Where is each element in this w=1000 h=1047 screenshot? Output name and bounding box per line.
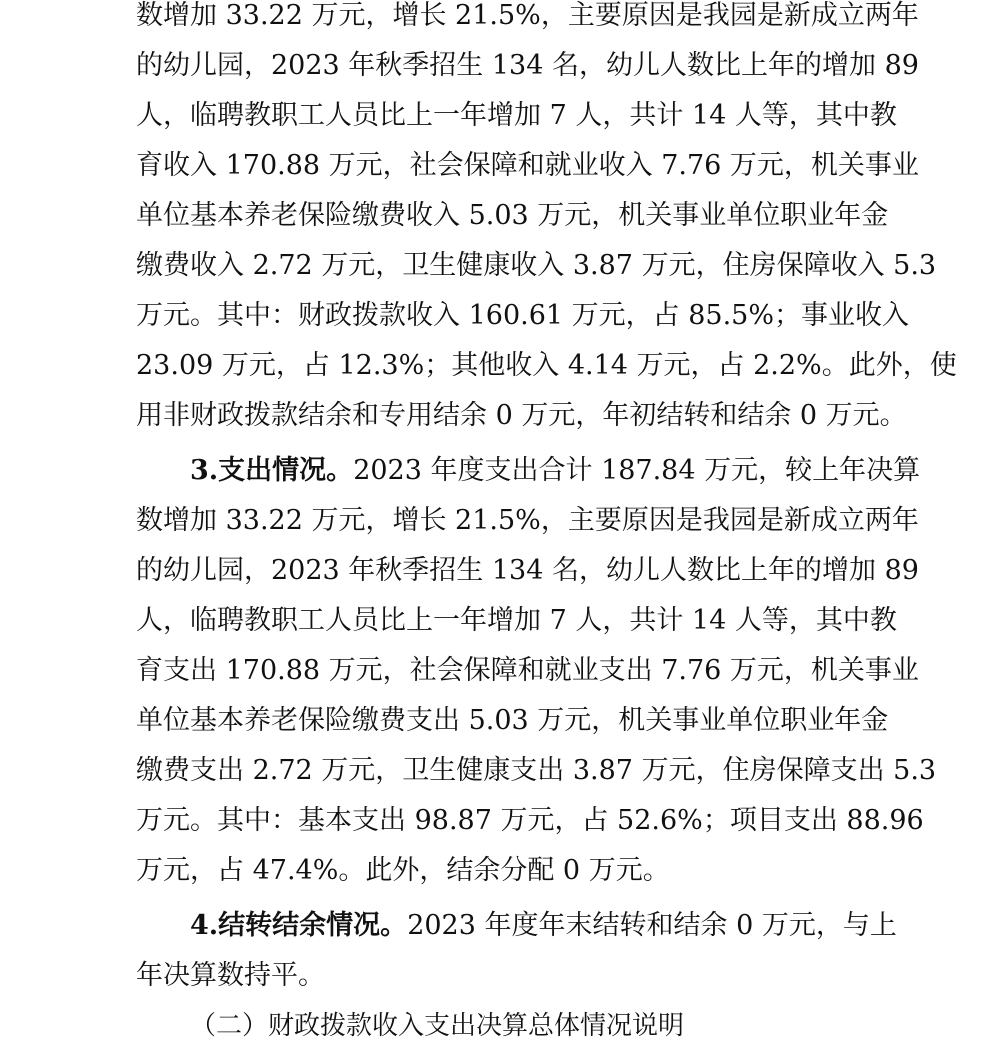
paragraph-line: 缴费支出 2.72 万元，卫生健康支出 3.87 万元，住房保障支出 5.3: [136, 755, 937, 786]
paragraph-line: 的幼儿园，2023 年秋季招生 134 名，幼儿人数比上年的增加 89: [136, 50, 919, 81]
expenditure-first-line-text: 2023 年度支出合计 187.84 万元，较上年决算: [353, 455, 921, 486]
paragraph-line: 万元。其中：财政拨款收入 160.61 万元，占 85.5%；事业收入: [136, 300, 909, 331]
paragraph-line: 单位基本养老保险缴费支出 5.03 万元，机关事业单位职业年金: [136, 705, 889, 736]
carryover-first-line-text: 2023 年度年末结转和结余 0 万元，与上: [407, 910, 897, 941]
paragraph-line: 人，临聘教职工人员比上一年增加 7 人，共计 14 人等，其中教: [136, 605, 897, 636]
expenditure-heading: 3.支出情况。: [190, 455, 354, 486]
paragraph-line: 万元，占 47.4%。此外，结余分配 0 万元。: [136, 855, 670, 886]
expenditure-paragraph-first-line: [190, 450, 921, 500]
paragraph-line: 单位基本养老保险缴费收入 5.03 万元，机关事业单位职业年金: [136, 200, 889, 231]
fiscal-section-heading: （二）财政拨款收入支出决算总体情况说明: [190, 1011, 685, 1041]
paragraph-line: 23.09 万元，占 12.3%；其他收入 4.14 万元，占 2.2%。此外，使: [136, 350, 957, 381]
paragraph-line: 的幼儿园，2023 年秋季招生 134 名，幼儿人数比上年的增加 89: [136, 555, 919, 586]
carryover-heading: 4.结转结余情况。: [190, 910, 408, 941]
paragraph-line: 数增加 33.22 万元，增长 21.5%，主要原因是我园是新成立两年: [136, 0, 919, 31]
paragraph-line: 育支出 170.88 万元，社会保障和就业支出 7.76 万元，机关事业: [136, 655, 919, 686]
paragraph-line: 数增加 33.22 万元，增长 21.5%，主要原因是我园是新成立两年: [136, 505, 919, 536]
paragraph-line: 人，临聘教职工人员比上一年增加 7 人，共计 14 人等，其中教: [136, 100, 897, 131]
paragraph-line: 育收入 170.88 万元，社会保障和就业收入 7.76 万元，机关事业: [136, 150, 919, 181]
paragraph-line: 用非财政拨款结余和专用结余 0 万元，年初结转和结余 0 万元。: [136, 400, 907, 431]
paragraph-line: 万元。其中：基本支出 98.87 万元，占 52.6%；项目支出 88.96: [136, 805, 924, 836]
carryover-paragraph-first-line: [190, 905, 897, 955]
paragraph-line: 年决算数持平。: [136, 960, 325, 991]
paragraph-line: 缴费收入 2.72 万元，卫生健康收入 3.87 万元，住房保障收入 5.3: [136, 250, 937, 281]
